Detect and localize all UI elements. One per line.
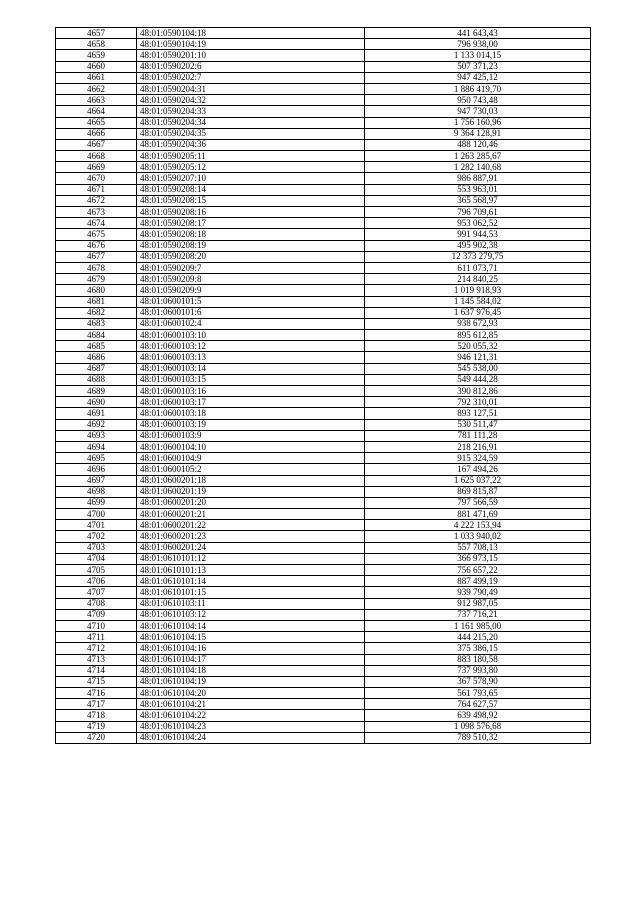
row-number-cell: 4676 [56,240,137,251]
row-number-cell: 4687 [56,363,137,374]
cadastral-value-cell: 390 812,86 [365,386,591,397]
cadastral-value-cell: 950 743,48 [365,95,591,106]
cadastral-value-table [55,27,591,744]
cadastral-number-cell: 48:01:0610104:15 [137,632,365,643]
cadastral-value-cell: 869 815,87 [365,486,591,497]
row-number-cell: 4679 [56,274,137,285]
table-row [56,598,591,609]
cadastral-number-cell: 48:01:0590208:18 [137,229,365,240]
cadastral-number-cell: 48:01:0600201:22 [137,520,365,531]
table-row [56,207,591,218]
table-row [56,386,591,397]
cadastral-number-cell: 48:01:0590205:12 [137,162,365,173]
table-row [56,61,591,72]
row-number-cell: 4714 [56,665,137,676]
cadastral-value-cell: 1 637 976,45 [365,307,591,318]
row-number-cell: 4677 [56,251,137,262]
table-row [56,643,591,654]
cadastral-number-cell: 48:01:0590204:36 [137,139,365,150]
cadastral-number-cell: 48:01:0610101:12 [137,553,365,564]
table-row [56,486,591,497]
table-row [56,218,591,229]
cadastral-number-cell: 48:01:0610103:12 [137,609,365,620]
cadastral-value-cell: 167 494,26 [365,464,591,475]
table-row [56,162,591,173]
cadastral-number-cell: 48:01:0590209:8 [137,274,365,285]
cadastral-value-cell: 12 373 279,75 [365,251,591,262]
row-number-cell: 4663 [56,95,137,106]
table-row [56,620,591,631]
cadastral-value-cell: 1 756 160,96 [365,117,591,128]
row-number-cell: 4701 [56,520,137,531]
row-number-cell: 4688 [56,374,137,385]
row-number-cell: 4707 [56,587,137,598]
row-number-cell: 4719 [56,721,137,732]
cadastral-number-cell: 48:01:0590201:10 [137,50,365,61]
row-number-cell: 4672 [56,195,137,206]
row-number-cell: 4661 [56,72,137,83]
row-number-cell: 4716 [56,688,137,699]
cadastral-number-cell: 48:01:0610104:22 [137,710,365,721]
cadastral-number-cell: 48:01:0590204:35 [137,128,365,139]
cadastral-value-cell: 553 963,01 [365,184,591,195]
cadastral-value-cell: 796 709,61 [365,207,591,218]
cadastral-number-cell: 48:01:0600103:10 [137,330,365,341]
cadastral-value-cell: 939 790,49 [365,587,591,598]
row-number-cell: 4659 [56,50,137,61]
cadastral-number-cell: 48:01:0590208:19 [137,240,365,251]
row-number-cell: 4698 [56,486,137,497]
row-number-cell: 4673 [56,207,137,218]
cadastral-number-cell: 48:01:0610101:15 [137,587,365,598]
table-row [56,229,591,240]
cadastral-number-cell: 48:01:0600103:13 [137,352,365,363]
cadastral-number-cell: 48:01:0600104:10 [137,441,365,452]
row-number-cell: 4658 [56,39,137,50]
table-row [56,609,591,620]
table-row [56,240,591,251]
cadastral-value-cell: 789 510,32 [365,732,591,743]
table-row [56,430,591,441]
cadastral-value-cell: 549 444,28 [365,374,591,385]
cadastral-value-cell: 1 133 014,15 [365,50,591,61]
table-row [56,374,591,385]
table-row [56,688,591,699]
cadastral-number-cell: 48:01:0590205:11 [137,151,365,162]
row-number-cell: 4683 [56,318,137,329]
cadastral-number-cell: 48:01:0600103:16 [137,386,365,397]
cadastral-number-cell: 48:01:0610104:18 [137,665,365,676]
cadastral-number-cell: 48:01:0590202:6 [137,61,365,72]
cadastral-number-cell: 48:01:0590208:15 [137,195,365,206]
cadastral-number-cell: 48:01:0600102:4 [137,318,365,329]
table-row [56,732,591,743]
row-number-cell: 4711 [56,632,137,643]
table-row [56,453,591,464]
row-number-cell: 4705 [56,565,137,576]
cadastral-number-cell: 48:01:0610104:16 [137,643,365,654]
cadastral-value-cell: 893 127,51 [365,408,591,419]
row-number-cell: 4669 [56,162,137,173]
cadastral-value-cell: 938 672,93 [365,318,591,329]
cadastral-number-cell: 48:01:0590208:16 [137,207,365,218]
row-number-cell: 4713 [56,654,137,665]
row-number-cell: 4696 [56,464,137,475]
cadastral-value-cell: 883 180,58 [365,654,591,665]
table-row [56,330,591,341]
cadastral-value-cell: 545 538,00 [365,363,591,374]
table-row [56,475,591,486]
cadastral-value-cell: 881 471,69 [365,509,591,520]
cadastral-value-cell: 4 222 153,94 [365,520,591,531]
cadastral-value-cell: 557 708,13 [365,542,591,553]
cadastral-number-cell: 48:01:0610103:11 [137,598,365,609]
cadastral-value-cell: 796 938,00 [365,39,591,50]
cadastral-number-cell: 48:01:0600105:2 [137,464,365,475]
row-number-cell: 4694 [56,441,137,452]
cadastral-number-cell: 48:01:0600201:23 [137,531,365,542]
cadastral-number-cell: 48:01:0610104:14 [137,620,365,631]
row-number-cell: 4681 [56,296,137,307]
cadastral-number-cell: 48:01:0590202:7 [137,72,365,83]
cadastral-number-cell: 48:01:0600103:14 [137,363,365,374]
row-number-cell: 4690 [56,397,137,408]
table-row [56,542,591,553]
table-row [56,464,591,475]
cadastral-value-cell: 639 498,92 [365,710,591,721]
table-row [56,576,591,587]
cadastral-value-cell: 507 371,23 [365,61,591,72]
cadastral-number-cell: 48:01:0590207:10 [137,173,365,184]
cadastral-value-cell: 1 263 285,67 [365,151,591,162]
table-row [56,509,591,520]
cadastral-value-cell: 895 612,85 [365,330,591,341]
cadastral-value-cell: 1 145 584,02 [365,296,591,307]
table-row [56,28,591,39]
cadastral-value-cell: 444 215,20 [365,632,591,643]
row-number-cell: 4660 [56,61,137,72]
table-row [56,699,591,710]
table-row [56,341,591,352]
row-number-cell: 4682 [56,307,137,318]
cadastral-value-cell: 797 566,59 [365,497,591,508]
cadastral-value-cell: 991 944,53 [365,229,591,240]
table-row [56,72,591,83]
row-number-cell: 4665 [56,117,137,128]
table-row [56,654,591,665]
row-number-cell: 4685 [56,341,137,352]
cadastral-value-cell: 375 386,15 [365,643,591,654]
table-row [56,408,591,419]
row-number-cell: 4720 [56,732,137,743]
table-row [56,50,591,61]
row-number-cell: 4706 [56,576,137,587]
table-row [56,139,591,150]
table-row [56,721,591,732]
cadastral-value-cell: 366 973,15 [365,553,591,564]
cadastral-value-cell: 1 098 576,68 [365,721,591,732]
cadastral-number-cell: 48:01:0610104:19 [137,676,365,687]
table-row [56,397,591,408]
row-number-cell: 4657 [56,28,137,39]
cadastral-value-cell: 764 627,57 [365,699,591,710]
row-number-cell: 4680 [56,285,137,296]
row-number-cell: 4678 [56,262,137,273]
cadastral-value-cell: 1 625 037,22 [365,475,591,486]
table-body [56,28,591,744]
cadastral-number-cell: 48:01:0610104:24 [137,732,365,743]
table-row [56,128,591,139]
cadastral-value-cell: 561 793,65 [365,688,591,699]
cadastral-value-cell: 1 161 985,00 [365,620,591,631]
row-number-cell: 4693 [56,430,137,441]
table-row [56,318,591,329]
row-number-cell: 4671 [56,184,137,195]
cadastral-value-cell: 756 657,22 [365,565,591,576]
cadastral-number-cell: 48:01:0610104:20 [137,688,365,699]
row-number-cell: 4710 [56,620,137,631]
cadastral-number-cell: 48:01:0610101:13 [137,565,365,576]
cadastral-number-cell: 48:01:0590104:18 [137,28,365,39]
table-row [56,195,591,206]
cadastral-value-cell: 912 987,05 [365,598,591,609]
cadastral-number-cell: 48:01:0590208:17 [137,218,365,229]
cadastral-value-cell: 365 568,97 [365,195,591,206]
cadastral-value-cell: 530 511,47 [365,419,591,430]
cadastral-number-cell: 48:01:0590204:31 [137,83,365,94]
row-number-cell: 4718 [56,710,137,721]
row-number-cell: 4662 [56,83,137,94]
cadastral-number-cell: 48:01:0610104:21 [137,699,365,710]
cadastral-number-cell: 48:01:0610101:14 [137,576,365,587]
row-number-cell: 4717 [56,699,137,710]
row-number-cell: 4684 [56,330,137,341]
row-number-cell: 4691 [56,408,137,419]
table-row [56,151,591,162]
table-row [56,419,591,430]
cadastral-number-cell: 48:01:0600103:15 [137,374,365,385]
cadastral-number-cell: 48:01:0610104:17 [137,654,365,665]
row-number-cell: 4697 [56,475,137,486]
table-row [56,117,591,128]
cadastral-value-cell: 1 886 419,70 [365,83,591,94]
row-number-cell: 4668 [56,151,137,162]
cadastral-number-cell: 48:01:0590209:9 [137,285,365,296]
cadastral-number-cell: 48:01:0600104:9 [137,453,365,464]
row-number-cell: 4675 [56,229,137,240]
table-row [56,173,591,184]
cadastral-number-cell: 48:01:0590209:7 [137,262,365,273]
row-number-cell: 4674 [56,218,137,229]
row-number-cell: 4702 [56,531,137,542]
cadastral-value-cell: 520 055,32 [365,341,591,352]
table-row [56,587,591,598]
table-row [56,95,591,106]
table-row [56,39,591,50]
cadastral-value-cell: 367 578,90 [365,676,591,687]
row-number-cell: 4670 [56,173,137,184]
cadastral-number-cell: 48:01:0600201:18 [137,475,365,486]
cadastral-number-cell: 48:01:0600201:21 [137,509,365,520]
cadastral-number-cell: 48:01:0600101:5 [137,296,365,307]
table-row [56,676,591,687]
table-row [56,553,591,564]
row-number-cell: 4689 [56,386,137,397]
table-row [56,497,591,508]
table-row [56,565,591,576]
row-number-cell: 4712 [56,643,137,654]
cadastral-value-cell: 9 364 128,91 [365,128,591,139]
cadastral-value-cell: 737 716,21 [365,609,591,620]
table-row [56,251,591,262]
table-row [56,710,591,721]
row-number-cell: 4703 [56,542,137,553]
cadastral-value-cell: 947 425,12 [365,72,591,83]
table-row [56,83,591,94]
cadastral-number-cell: 48:01:0600103:17 [137,397,365,408]
table-row [56,531,591,542]
cadastral-value-cell: 792 310,01 [365,397,591,408]
table-row [56,352,591,363]
table-row [56,296,591,307]
cadastral-value-cell: 611 073,71 [365,262,591,273]
table-row [56,106,591,117]
cadastral-value-cell: 495 902,38 [365,240,591,251]
cadastral-number-cell: 48:01:0600103:18 [137,408,365,419]
cadastral-value-cell: 441 643,43 [365,28,591,39]
table-row [56,262,591,273]
table-row [56,632,591,643]
cadastral-number-cell: 48:01:0590208:20 [137,251,365,262]
table-row [56,184,591,195]
table-row [56,307,591,318]
table-row [56,285,591,296]
cadastral-value-cell: 737 993,80 [365,665,591,676]
cadastral-number-cell: 48:01:0600201:20 [137,497,365,508]
row-number-cell: 4695 [56,453,137,464]
cadastral-value-cell: 953 062,52 [365,218,591,229]
cadastral-number-cell: 48:01:0600201:24 [137,542,365,553]
table-row [56,363,591,374]
cadastral-value-cell: 1 033 940,02 [365,531,591,542]
cadastral-value-cell: 946 121,31 [365,352,591,363]
cadastral-value-cell: 947 730,03 [365,106,591,117]
cadastral-number-cell: 48:01:0590204:33 [137,106,365,117]
row-number-cell: 4715 [56,676,137,687]
cadastral-value-cell: 488 120,46 [365,139,591,150]
cadastral-value-cell: 986 887,91 [365,173,591,184]
cadastral-number-cell: 48:01:0590104:19 [137,39,365,50]
cadastral-number-cell: 48:01:0590204:32 [137,95,365,106]
row-number-cell: 4704 [56,553,137,564]
cadastral-number-cell: 48:01:0590204:34 [137,117,365,128]
cadastral-value-cell: 915 324,59 [365,453,591,464]
row-number-cell: 4664 [56,106,137,117]
cadastral-number-cell: 48:01:0610104:23 [137,721,365,732]
table-row [56,665,591,676]
cadastral-value-cell: 1 019 918,93 [365,285,591,296]
row-number-cell: 4699 [56,497,137,508]
row-number-cell: 4708 [56,598,137,609]
cadastral-number-cell: 48:01:0600103:9 [137,430,365,441]
table-row [56,274,591,285]
cadastral-value-cell: 214 840,25 [365,274,591,285]
cadastral-number-cell: 48:01:0600103:19 [137,419,365,430]
cadastral-number-cell: 48:01:0600103:12 [137,341,365,352]
cadastral-value-cell: 218 216,91 [365,441,591,452]
cadastral-value-cell: 781 111,28 [365,430,591,441]
cadastral-value-cell: 1 282 140,68 [365,162,591,173]
cadastral-number-cell: 48:01:0590208:14 [137,184,365,195]
row-number-cell: 4666 [56,128,137,139]
row-number-cell: 4667 [56,139,137,150]
cadastral-number-cell: 48:01:0600201:19 [137,486,365,497]
row-number-cell: 4686 [56,352,137,363]
table-row [56,441,591,452]
cadastral-number-cell: 48:01:0600101:6 [137,307,365,318]
row-number-cell: 4692 [56,419,137,430]
row-number-cell: 4700 [56,509,137,520]
cadastral-value-cell: 887 499,19 [365,576,591,587]
row-number-cell: 4709 [56,609,137,620]
table-row [56,520,591,531]
